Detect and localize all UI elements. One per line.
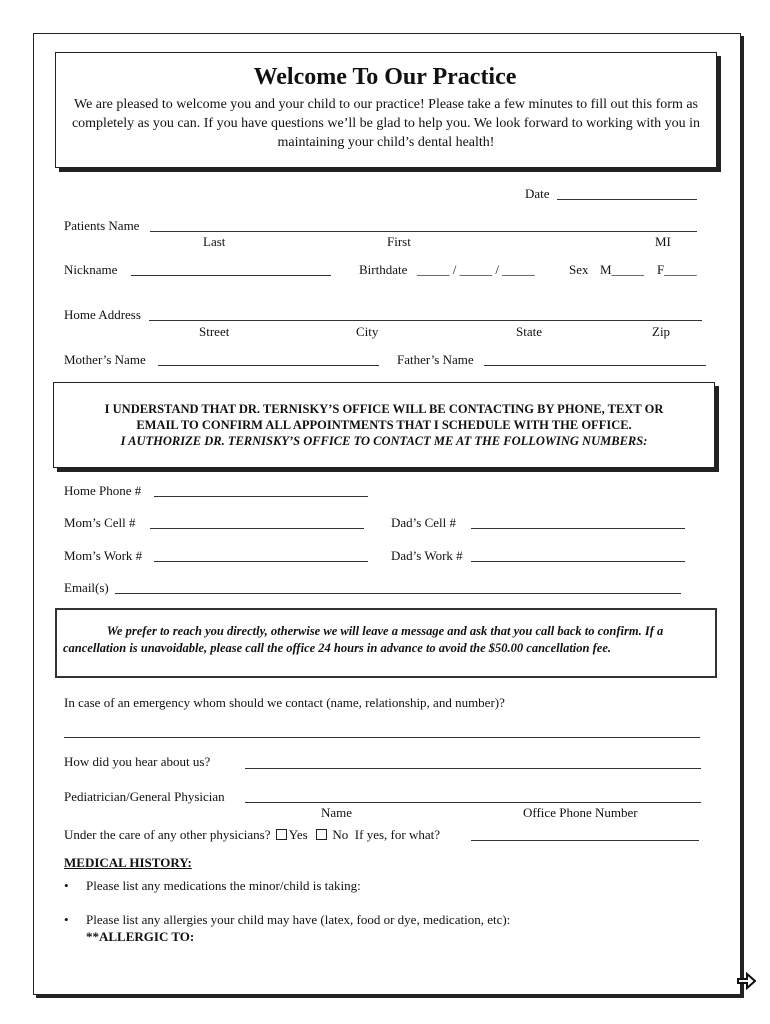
hear-about-label: How did you hear about us? <box>64 754 211 769</box>
dads-work-label: Dad’s Work # <box>391 548 463 563</box>
mi-sublabel: MI <box>655 234 671 249</box>
emails-field[interactable] <box>115 593 681 594</box>
date-label: Date <box>525 186 550 201</box>
dads-work-field[interactable] <box>471 561 685 562</box>
moms-cell-field[interactable] <box>150 528 364 529</box>
emails-label: Email(s) <box>64 580 109 595</box>
patients-name-field[interactable] <box>150 231 697 232</box>
mothers-name-label: Mother’s Name <box>64 352 146 367</box>
mothers-name-field[interactable] <box>158 365 379 366</box>
date-field[interactable] <box>557 199 697 200</box>
moms-work-label: Mom’s Work # <box>64 548 143 563</box>
notice-line-2: cancellation is unavoidable, please call the office 24 hours in advance to avoid the $50.00 cancellation fee. <box>63 641 611 655</box>
moms-work-field[interactable] <box>154 561 368 562</box>
nickname-label: Nickname <box>64 262 118 277</box>
dads-cell-label: Dad’s Cell # <box>391 515 456 530</box>
if-yes-label: If yes, for what? <box>354 827 440 842</box>
city-sublabel: City <box>356 324 379 339</box>
consent-line-1: I UNDERSTAND THAT DR. TERNISKY’S OFFICE WILL BE CONTACTING BY PHONE, TEXT OR <box>104 402 664 416</box>
welcome-body: We are pleased to welcome you and your child to our practice! Please take a few minutes to fill out this form as completely as you can. If you have questions we’ll be glad to help you. We look forward to working with you in maintaining your child’s dental health! <box>71 97 701 150</box>
other-physicians-label: Under the care of any other physicians? <box>64 827 271 842</box>
zip-sublabel: Zip <box>652 324 671 339</box>
moms-cell-label: Mom’s Cell # <box>64 515 136 530</box>
pediatrician-label: Pediatrician/General Physician <box>64 789 225 804</box>
other-physicians-row <box>64 827 440 843</box>
welcome-title: Welcome To Our Practice <box>253 64 517 90</box>
bullet-1: • <box>64 878 69 893</box>
no-checkbox[interactable] <box>316 829 327 840</box>
office-phone-sublabel: Office Phone Number <box>523 805 638 820</box>
medical-history-heading: MEDICAL HISTORY: <box>64 855 192 870</box>
sex-label: Sex <box>569 262 589 277</box>
hear-about-field[interactable] <box>245 768 701 769</box>
bullet-2: • <box>64 912 69 927</box>
if-yes-field[interactable] <box>471 840 699 841</box>
birthdate-field[interactable]: _____ / _____ / _____ <box>417 262 535 277</box>
medications-item: Please list any medications the minor/child is taking: <box>86 878 361 893</box>
dads-cell-field[interactable] <box>471 528 685 529</box>
state-sublabel: State <box>516 324 542 339</box>
first-sublabel: First <box>387 234 411 249</box>
allergic-to-label: **ALLERGIC TO: <box>86 929 195 944</box>
form-page <box>33 33 741 995</box>
home-address-label: Home Address <box>64 307 141 322</box>
notice-line-1: We prefer to reach you directly, otherwise we will leave a message and ask that you call back to confirm. If a <box>106 624 664 638</box>
emergency-field[interactable] <box>64 737 700 738</box>
sex-m-field[interactable]: M_____ <box>600 262 645 277</box>
home-phone-label: Home Phone # <box>64 483 142 498</box>
allergies-item: Please list any allergies your child may have (latex, food or dye, medication, etc): <box>86 912 511 927</box>
fathers-name-label: Father’s Name <box>397 352 474 367</box>
birthdate-label: Birthdate <box>359 262 408 277</box>
street-sublabel: Street <box>199 324 230 339</box>
consent-line-3: I AUTHORIZE DR. TERNISKY’S OFFICE TO CONTACT ME AT THE FOLLOWING NUMBERS: <box>120 434 648 448</box>
pediatrician-field[interactable] <box>245 802 701 803</box>
consent-line-2: EMAIL TO CONFIRM ALL APPOINTMENTS THAT I SCHEDULE WITH THE OFFICE. <box>136 418 632 432</box>
sex-f-field[interactable]: F_____ <box>657 262 697 277</box>
name-sublabel: Name <box>321 805 353 820</box>
fathers-name-field[interactable] <box>484 365 706 366</box>
yes-label: Yes <box>288 827 308 842</box>
nickname-field[interactable] <box>131 275 331 276</box>
home-phone-field[interactable] <box>154 496 368 497</box>
yes-checkbox[interactable] <box>276 829 287 840</box>
no-label: No <box>332 827 349 842</box>
emergency-question: In case of an emergency whom should we contact (name, relationship, and number)? <box>64 695 505 710</box>
last-sublabel: Last <box>203 234 226 249</box>
patients-name-label: Patients Name <box>64 218 140 233</box>
home-address-field[interactable] <box>149 320 702 321</box>
next-page-arrow-icon[interactable] <box>736 971 756 991</box>
